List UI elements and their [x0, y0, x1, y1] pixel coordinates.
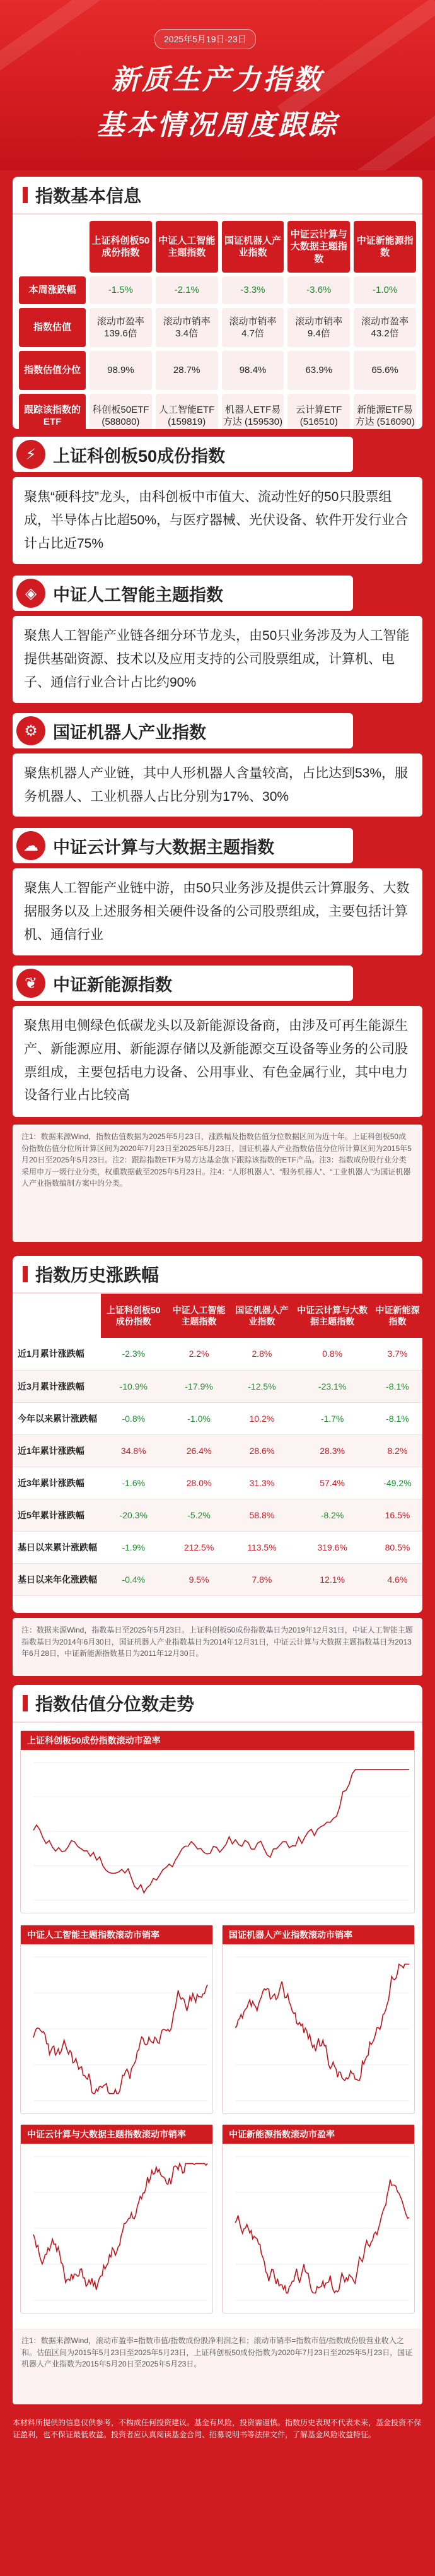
history-value: -8.1%: [373, 1370, 422, 1402]
weekly-change: -1.5%: [90, 276, 152, 304]
index-title-text: 上证科创板50成份指数: [53, 446, 226, 466]
row-label: 近1月累计涨跌幅: [13, 1338, 101, 1370]
robot-icon: ⚙: [16, 716, 45, 745]
history-value: 28.0%: [166, 1467, 232, 1499]
page-title-line1: 新质生产力指数: [112, 64, 323, 95]
corner-cell: [13, 1294, 101, 1338]
chart-title: 国证机器人产业指数滚动市销率: [223, 1925, 414, 1944]
index-desc-newenergy: 聚焦用电侧绿色低碳龙头以及新能源设备商，由涉及可再生能源生产、新能源应用、新能源存储以及新能源交互设备等业务的公司股票组成，主要包括电力设备、公用事业、有色金属行业，其中电力设备行业占比较高: [13, 1006, 422, 1117]
col-header: 上证科创板50成份指数: [90, 221, 152, 273]
col-header: 中证人工智能主题指数: [156, 221, 218, 273]
history-value: 28.6%: [232, 1434, 293, 1467]
history-value: 12.1%: [292, 1563, 373, 1595]
col-header: 国证机器人产业指数: [232, 1294, 293, 1338]
chart-ai-svg: [21, 1944, 212, 2113]
row-label: 近3年累计涨跌幅: [13, 1467, 101, 1499]
index-title-robot: [13, 713, 353, 748]
disclaimer: 本材料所提供的信息仅供参考，不构成任何投资建议。基金有风险，投资需谨慎。指数历史表现不代表未来，基金投资不保证盈利，也不保证最低收益。投资者应认真阅读基金合同、招募说明书等法律文件，了解基金风险收益特征。: [13, 2418, 422, 2440]
chip-icon: ◈: [16, 579, 45, 608]
notes-basic: 注1：数据来源Wind，指数估值数据为2025年5月23日，涨跌幅及指数估值分位数据区间为近十年。上证科创板50成份指数估值分位所计算区间为2020年7月23日至2025年5月23日，国证机器人产业指数估值分位所计算区间为2015年5月20日至2025年5月23日。注2：跟踪指数ETF为易方达基金旗下跟踪该指数的ETF产品。注3：指数成份股行业分类采用申万一级行业分类，权重数据截至2025年5月23日。注4：“人形机器人”、“服务机器人”、“工业机器人”为国证机器人产业指数编制方案中的分类。: [13, 1125, 422, 1242]
table-row: [13, 1563, 422, 1595]
section-title: 指数基本信息: [35, 186, 142, 206]
hero-banner: [0, 0, 435, 170]
chart-ai-ps: [20, 1925, 213, 2114]
row-label: 近3月累计涨跌幅: [13, 1370, 101, 1402]
table-row: [13, 1370, 422, 1402]
index-title-kc50: [13, 437, 353, 472]
history-value: 2.8%: [232, 1338, 293, 1370]
row-label: 今年以来累计涨跌幅: [13, 1402, 101, 1434]
col-header: 中证新能源指数: [373, 1294, 422, 1338]
history-value: -0.4%: [101, 1563, 166, 1595]
history-value: 34.8%: [101, 1434, 166, 1467]
chart-title: 上证科创板50成份指数滚动市盈率: [21, 1731, 414, 1750]
history-value: -1.6%: [101, 1467, 166, 1499]
history-value: -12.5%: [232, 1370, 293, 1402]
series-line: [235, 2180, 409, 2293]
date-range-pill: 2025年5月19日-23日: [154, 29, 256, 49]
series-line: [235, 1964, 409, 2081]
history-value: -23.1%: [292, 1370, 373, 1402]
history-card: [13, 1256, 422, 1613]
history-table: [13, 1294, 422, 1596]
history-value: 212.5%: [166, 1531, 232, 1563]
notes-history: 注：数据来源Wind，指数基日至2025年5月23日。上证科创板50成份指数基日为2019年12月31日，中证人工智能主题指数基日为2014年6月30日，国证机器人产业指数基日为2014年12月31日，中证云计算与大数据主题指数基日为2013年6月28日，中证新能源指数基日为2011年12月30日。: [13, 1618, 422, 1676]
history-value: -1.7%: [292, 1402, 373, 1434]
col-header: 上证科创板50成份指数: [101, 1294, 166, 1338]
row-label: 指数估值分位: [19, 351, 86, 390]
history-value: 10.2%: [232, 1402, 293, 1434]
col-header: 中证云计算与大数据主题指数: [292, 1294, 373, 1338]
etf-name: 云计算ETF (516510): [287, 394, 350, 429]
table-row: [13, 1434, 422, 1467]
corner-cell: [19, 221, 86, 273]
etf-name: 新能源ETF易方达 (516090): [354, 394, 416, 429]
table-row: [13, 1402, 422, 1434]
index-desc-kc50: 聚焦“硬科技”龙头，由科创板中市值大、流动性好的50只股票组成，半导体占比超50%，与医疗器械、光伏设备、软件开发行业合计占比近75%: [13, 477, 422, 564]
history-header: [13, 1256, 422, 1294]
history-value: -17.9%: [166, 1370, 232, 1402]
history-value: -2.3%: [101, 1338, 166, 1370]
index-desc-ai: 聚焦人工智能产业链各细分环节龙头，由50只业务涉及为人工智能提供基础资源、技术以及应用支持的公司股票组成，计算机、电子、通信行业合计占比约90%: [13, 616, 422, 703]
section-bar: [23, 1266, 28, 1282]
chart-cloud-ps: [20, 2124, 213, 2313]
section-title: 指数估值分位数走势: [35, 1694, 195, 1714]
history-value: -8.2%: [292, 1499, 373, 1531]
history-value: -1.9%: [101, 1531, 166, 1563]
basic-info-grid: [13, 215, 422, 429]
table-row: [13, 1467, 422, 1499]
table-header-row: [13, 1294, 422, 1338]
col-header: 国证机器人产业指数: [222, 221, 284, 273]
index-desc-cloud: 聚焦人工智能产业链中游，由50只业务涉及提供云计算服务、大数据服务以及上述服务相关硬件设备的公司股票组成，主要包括计算机、通信行业: [13, 868, 422, 955]
index-title-text: 中证人工智能主题指数: [53, 585, 223, 605]
valuation: 滚动市销率 9.4倍: [287, 308, 350, 347]
basic-info-header: [13, 177, 422, 215]
weekly-change: -1.0%: [354, 276, 416, 304]
row-label: 本周涨跌幅: [19, 276, 86, 304]
history-value: 7.8%: [232, 1563, 293, 1595]
valuation-percentile: 28.7%: [156, 351, 218, 390]
valuation-percentile: 98.4%: [222, 351, 284, 390]
history-value: 80.5%: [373, 1531, 422, 1563]
history-value: 319.6%: [292, 1531, 373, 1563]
history-value: -8.1%: [373, 1402, 422, 1434]
chart-kc50-svg: [21, 1750, 414, 1913]
history-value: 26.4%: [166, 1434, 232, 1467]
index-title-cloud: [13, 828, 353, 863]
row-label: 近5年累计涨跌幅: [13, 1499, 101, 1531]
history-value: 28.3%: [292, 1434, 373, 1467]
index-title-ai: [13, 576, 353, 611]
valuation-percentile: 65.6%: [354, 351, 416, 390]
chart-newenergy-pe: [222, 2124, 415, 2313]
table-row: [13, 1499, 422, 1531]
history-value: -0.8%: [101, 1402, 166, 1434]
history-value: 31.3%: [232, 1467, 293, 1499]
history-value: -20.3%: [101, 1499, 166, 1531]
leaf-icon: ❦: [16, 969, 45, 998]
chart-title: 中证云计算与大数据主题指数滚动市销率: [21, 2125, 212, 2144]
charts-header: [13, 1685, 422, 1723]
history-value: 16.5%: [373, 1499, 422, 1531]
col-header: 中证新能源指数: [354, 221, 416, 273]
table-row: [13, 1338, 422, 1370]
col-header: 中证人工智能主题指数: [166, 1294, 232, 1338]
etf-name: 科创板50ETF (588080): [90, 394, 152, 429]
section-bar: [23, 1695, 28, 1711]
series-line: [33, 2163, 207, 2289]
history-value: 4.6%: [373, 1563, 422, 1595]
table-row: [13, 1531, 422, 1563]
index-desc-robot: 聚焦机器人产业链，其中人形机器人含量较高，占比达到53%，服务机器人、工业机器人占比分别为17%、30%: [13, 753, 422, 817]
history-value: 9.5%: [166, 1563, 232, 1595]
valuation: 滚动市销率 3.4倍: [156, 308, 218, 347]
history-value: -5.2%: [166, 1499, 232, 1531]
valuation: 滚动市盈率 43.2倍: [354, 308, 416, 347]
valuation-percentile: 63.9%: [287, 351, 350, 390]
index-title-text: 中证云计算与大数据主题指数: [53, 837, 274, 857]
history-value: 3.7%: [373, 1338, 422, 1370]
history-value: -1.0%: [166, 1402, 232, 1434]
index-title-newenergy: [13, 966, 353, 1001]
series-line: [33, 1985, 207, 2094]
history-value: 58.8%: [232, 1499, 293, 1531]
index-title-text: 国证机器人产业指数: [53, 723, 206, 742]
cloud-icon: ☁: [16, 831, 45, 860]
history-value: -10.9%: [101, 1370, 166, 1402]
chart-title: 中证新能源指数滚动市盈率: [223, 2125, 414, 2144]
index-title-text: 中证新能源指数: [53, 975, 172, 995]
weekly-change: -3.6%: [287, 276, 350, 304]
row-label: 指数估值: [19, 308, 86, 347]
chart-robot-ps: [222, 1925, 415, 2114]
history-value: 2.2%: [166, 1338, 232, 1370]
basic-info-card: [13, 177, 422, 429]
chart-cloud-svg: [21, 2144, 212, 2313]
valuation: 滚动市盈率 139.6倍: [90, 308, 152, 347]
etf-name: 人工智能ETF (159819): [156, 394, 218, 429]
history-value: 57.4%: [292, 1467, 373, 1499]
section-bar: [23, 187, 28, 203]
valuation: 滚动市销率 4.7倍: [222, 308, 284, 347]
chart-newenergy-svg: [223, 2144, 414, 2313]
notes-charts: 注1：数据来源Wind，滚动市盈率=指数市值/指数成份股净利润之和；滚动市销率=指数市值/指数成份股营业收入之和。估值区间为2015年5月23日至2025年5月23日，上证科创板50成份指数为2020年7月23日至2025年5月23日，国证机器人产业指数为2015年5月20日至2025年5月23日。: [13, 2329, 422, 2404]
row-label: 基日以来年化涨跌幅: [13, 1563, 101, 1595]
weekly-change: -2.1%: [156, 276, 218, 304]
chart-title: 中证人工智能主题指数滚动市销率: [21, 1925, 212, 1944]
row-label: 近1年累计涨跌幅: [13, 1434, 101, 1467]
history-value: 0.8%: [292, 1338, 373, 1370]
valuation-percentile: 98.9%: [90, 351, 152, 390]
row-label: 基日以来累计涨跌幅: [13, 1531, 101, 1563]
bolt-icon: ⚡: [16, 440, 45, 469]
history-value: -49.2%: [373, 1467, 422, 1499]
history-body: [13, 1338, 422, 1595]
chart-robot-svg: [223, 1944, 414, 2113]
weekly-change: -3.3%: [222, 276, 284, 304]
section-title: 指数历史涨跌幅: [35, 1265, 160, 1285]
page-title-line2: 基本情况周度跟踪: [96, 110, 339, 141]
history-value: 8.2%: [373, 1434, 422, 1467]
history-value: 113.5%: [232, 1531, 293, 1563]
chart-kc50-pe: [20, 1730, 415, 1913]
etf-name: 机器人ETF易方达 (159530): [222, 394, 284, 429]
row-label: 跟踪该指数的ETF: [19, 394, 86, 429]
col-header: 中证云计算与大数据主题指数: [287, 221, 350, 273]
